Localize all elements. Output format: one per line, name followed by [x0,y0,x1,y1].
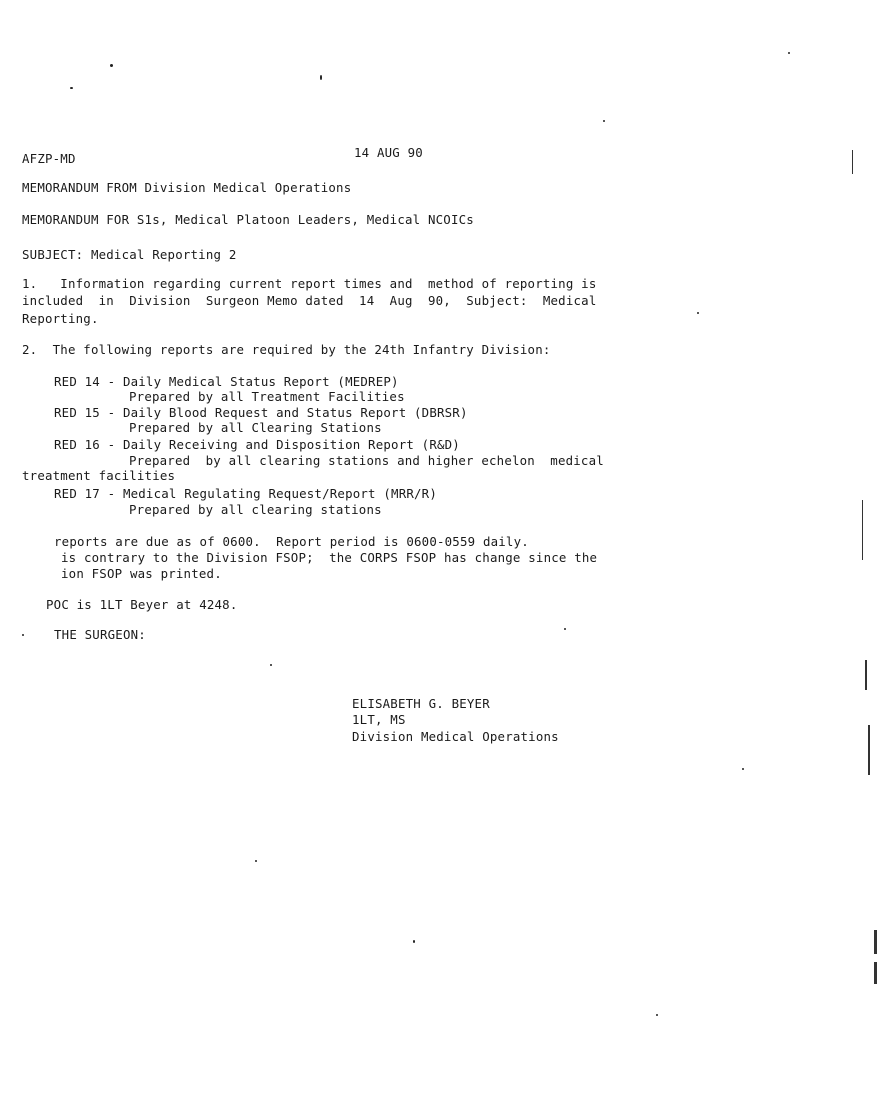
scan-edge-mark [868,725,870,775]
scan-edge-mark [874,930,877,954]
report-prepared-by: Prepared by all clearing stations [129,502,382,517]
subject-line: SUBJECT: Medical Reporting 2 [22,247,237,262]
scan-edge-mark [874,962,877,984]
signature-office: Division Medical Operations [352,729,559,744]
signature-rank: 1LT, MS [352,712,406,727]
para2-intro: 2. The following reports are required by the 24th Infantry Division: [22,342,551,357]
report-prepared-by: Prepared by all Clearing Stations [129,420,382,435]
authority-line: THE SURGEON: [54,627,146,642]
signature-name: ELISABETH G. BEYER [352,696,490,711]
scan-edge-mark [865,660,867,690]
memo-for-line: MEMORANDUM FOR S1s, Medical Platoon Leaders, Medical NCOICs [22,212,474,227]
para3-line1: reports are due as of 0600. Report period is 0600-0559 daily. [54,534,529,549]
scan-speck [255,860,257,862]
scan-edge-mark [852,150,853,174]
scan-speck [788,52,790,54]
scan-speck [742,768,744,770]
report-title: RED 15 - Daily Blood Request and Status Report (DBRSR) [54,405,468,420]
scan-speck [413,940,415,943]
office-symbol: AFZP-MD [22,151,76,166]
scan-edge-mark [862,500,863,560]
scan-speck [603,120,605,122]
scan-speck [656,1014,658,1016]
scan-speck [270,664,272,666]
scan-speck [697,312,699,314]
para3-line2: is contrary to the Division FSOP; the CORPS FSOP has change since the [61,550,598,565]
para1-line2: included in Division Surgeon Memo dated 14 Aug 90, Subject: Medical [22,293,597,308]
report-prepared-by: Prepared by all clearing stations and higher echelon medical [129,453,604,468]
report-title: RED 17 - Medical Regulating Request/Report (MRR/R) [54,486,437,501]
scan-speck [110,64,113,67]
report-title: RED 16 - Daily Receiving and Disposition Report (R&D) [54,437,460,452]
memo-from-line: MEMORANDUM FROM Division Medical Operations [22,180,352,195]
scan-speck [22,634,24,636]
scan-speck [320,75,322,80]
para1-line3: Reporting. [22,311,99,326]
para1-line1: 1. Information regarding current report times and method of reporting is [22,276,597,291]
report-title: RED 14 - Daily Medical Status Report (MEDREP) [54,374,399,389]
scan-speck [70,87,73,89]
report-prepared-by: Prepared by all Treatment Facilities [129,389,405,404]
poc-line: POC is 1LT Beyer at 4248. [46,597,238,612]
report-continuation: treatment facilities [22,468,176,483]
memo-date: 14 AUG 90 [354,145,423,160]
para3-line3: ion FSOP was printed. [61,566,222,581]
scan-speck [564,628,566,630]
